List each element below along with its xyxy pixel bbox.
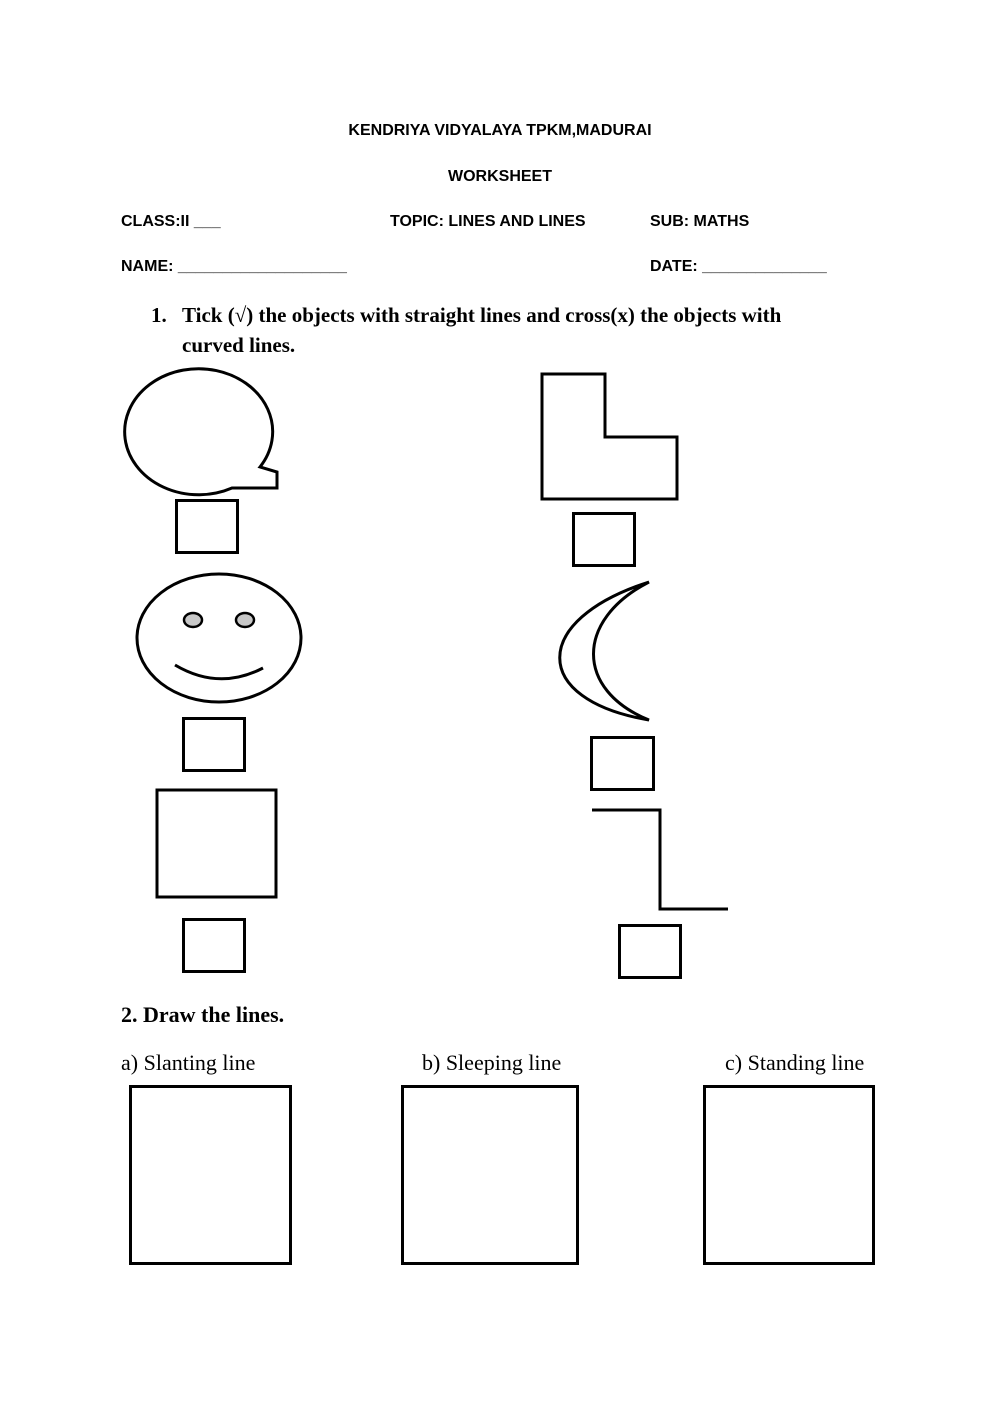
tick-box-square[interactable] <box>182 918 246 973</box>
question-1-text-line-2: curved lines. <box>182 333 296 357</box>
question-1-number: 1. <box>151 303 167 327</box>
school-name: KENDRIYA VIDYALAYA TPKM,MADURAI <box>348 122 652 139</box>
class-field[interactable]: CLASS:II ___ <box>121 213 221 230</box>
standing-line-draw-box[interactable] <box>703 1085 875 1265</box>
worksheet-title: WORKSHEET <box>448 168 552 185</box>
tick-box-crescent-moon[interactable] <box>590 736 655 791</box>
question-1-text-line-1: Tick (√) the objects with straight lines and cross(x) the objects with <box>182 303 782 327</box>
tick-box-step-line[interactable] <box>618 924 682 979</box>
tick-box-l-shape[interactable] <box>572 512 636 567</box>
left-eye <box>184 613 202 627</box>
name-field[interactable]: NAME: ___________________ <box>121 258 347 275</box>
question-2-heading: 2. Draw the lines. <box>121 1002 285 1027</box>
slanting-line-label: a) Slanting line <box>121 1050 256 1075</box>
sleeping-line-draw-box[interactable] <box>401 1085 579 1265</box>
slanting-line-draw-box[interactable] <box>129 1085 292 1265</box>
smile <box>175 665 263 679</box>
date-field[interactable]: DATE: ______________ <box>650 258 827 275</box>
tick-box-speech-bubble[interactable] <box>175 499 239 554</box>
topic-label: TOPIC: LINES AND LINES <box>390 213 586 230</box>
sleeping-line-label: b) Sleeping line <box>422 1050 562 1075</box>
tick-box-smiley-face[interactable] <box>182 717 246 772</box>
right-eye <box>236 613 254 627</box>
subject-label: SUB: MATHS <box>650 213 750 230</box>
standing-line-label: c) Standing line <box>725 1050 865 1075</box>
